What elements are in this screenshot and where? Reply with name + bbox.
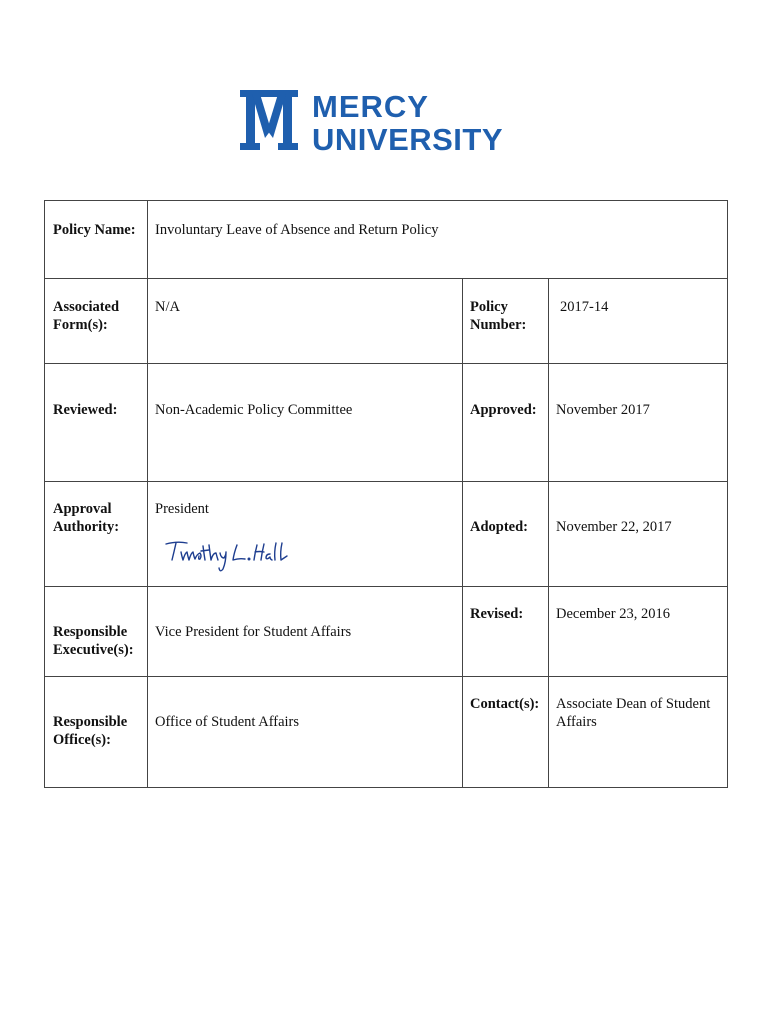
- approval-authority-label: Approval Authority:: [53, 501, 120, 535]
- mercy-university-logo: [238, 86, 534, 156]
- contacts-value: Associate Dean of Student Affairs: [556, 696, 711, 730]
- responsible-executive-value: Vice President for Student Affairs: [155, 624, 352, 640]
- policy-number-value: 2017-14: [560, 299, 609, 315]
- policy-number-label: Policy Number:: [470, 299, 527, 333]
- approved-value: November 2017: [556, 402, 650, 418]
- contacts-label: Contact(s):: [470, 696, 540, 712]
- revised-value: December 23, 2016: [556, 606, 670, 622]
- reviewed-label: Reviewed:: [53, 402, 118, 418]
- adopted-label: Adopted:: [470, 519, 529, 535]
- responsible-office-value: Office of Student Affairs: [155, 714, 300, 730]
- president-signature: [163, 536, 293, 576]
- approved-label: Approved:: [470, 402, 537, 418]
- responsible-executive-label: Responsible Executive(s):: [53, 624, 134, 658]
- logo-m-mark: [240, 90, 298, 150]
- policy-info-table: [44, 200, 728, 788]
- revised-label: Revised:: [470, 606, 524, 622]
- responsible-office-label: Responsible Office(s):: [53, 714, 128, 748]
- associated-forms-value: N/A: [155, 299, 180, 315]
- policy-name-label: Policy Name:: [53, 222, 136, 238]
- approval-authority-value: President: [155, 501, 209, 517]
- policy-name-value: Involuntary Leave of Absence and Return Policy: [155, 222, 439, 238]
- logo-text-university: UNIVERSITY: [312, 122, 504, 156]
- associated-forms-label: Associated Form(s):: [53, 299, 120, 333]
- adopted-value: November 22, 2017: [556, 519, 672, 535]
- reviewed-value: Non-Academic Policy Committee: [155, 402, 353, 418]
- logo-text-mercy: MERCY: [312, 89, 429, 124]
